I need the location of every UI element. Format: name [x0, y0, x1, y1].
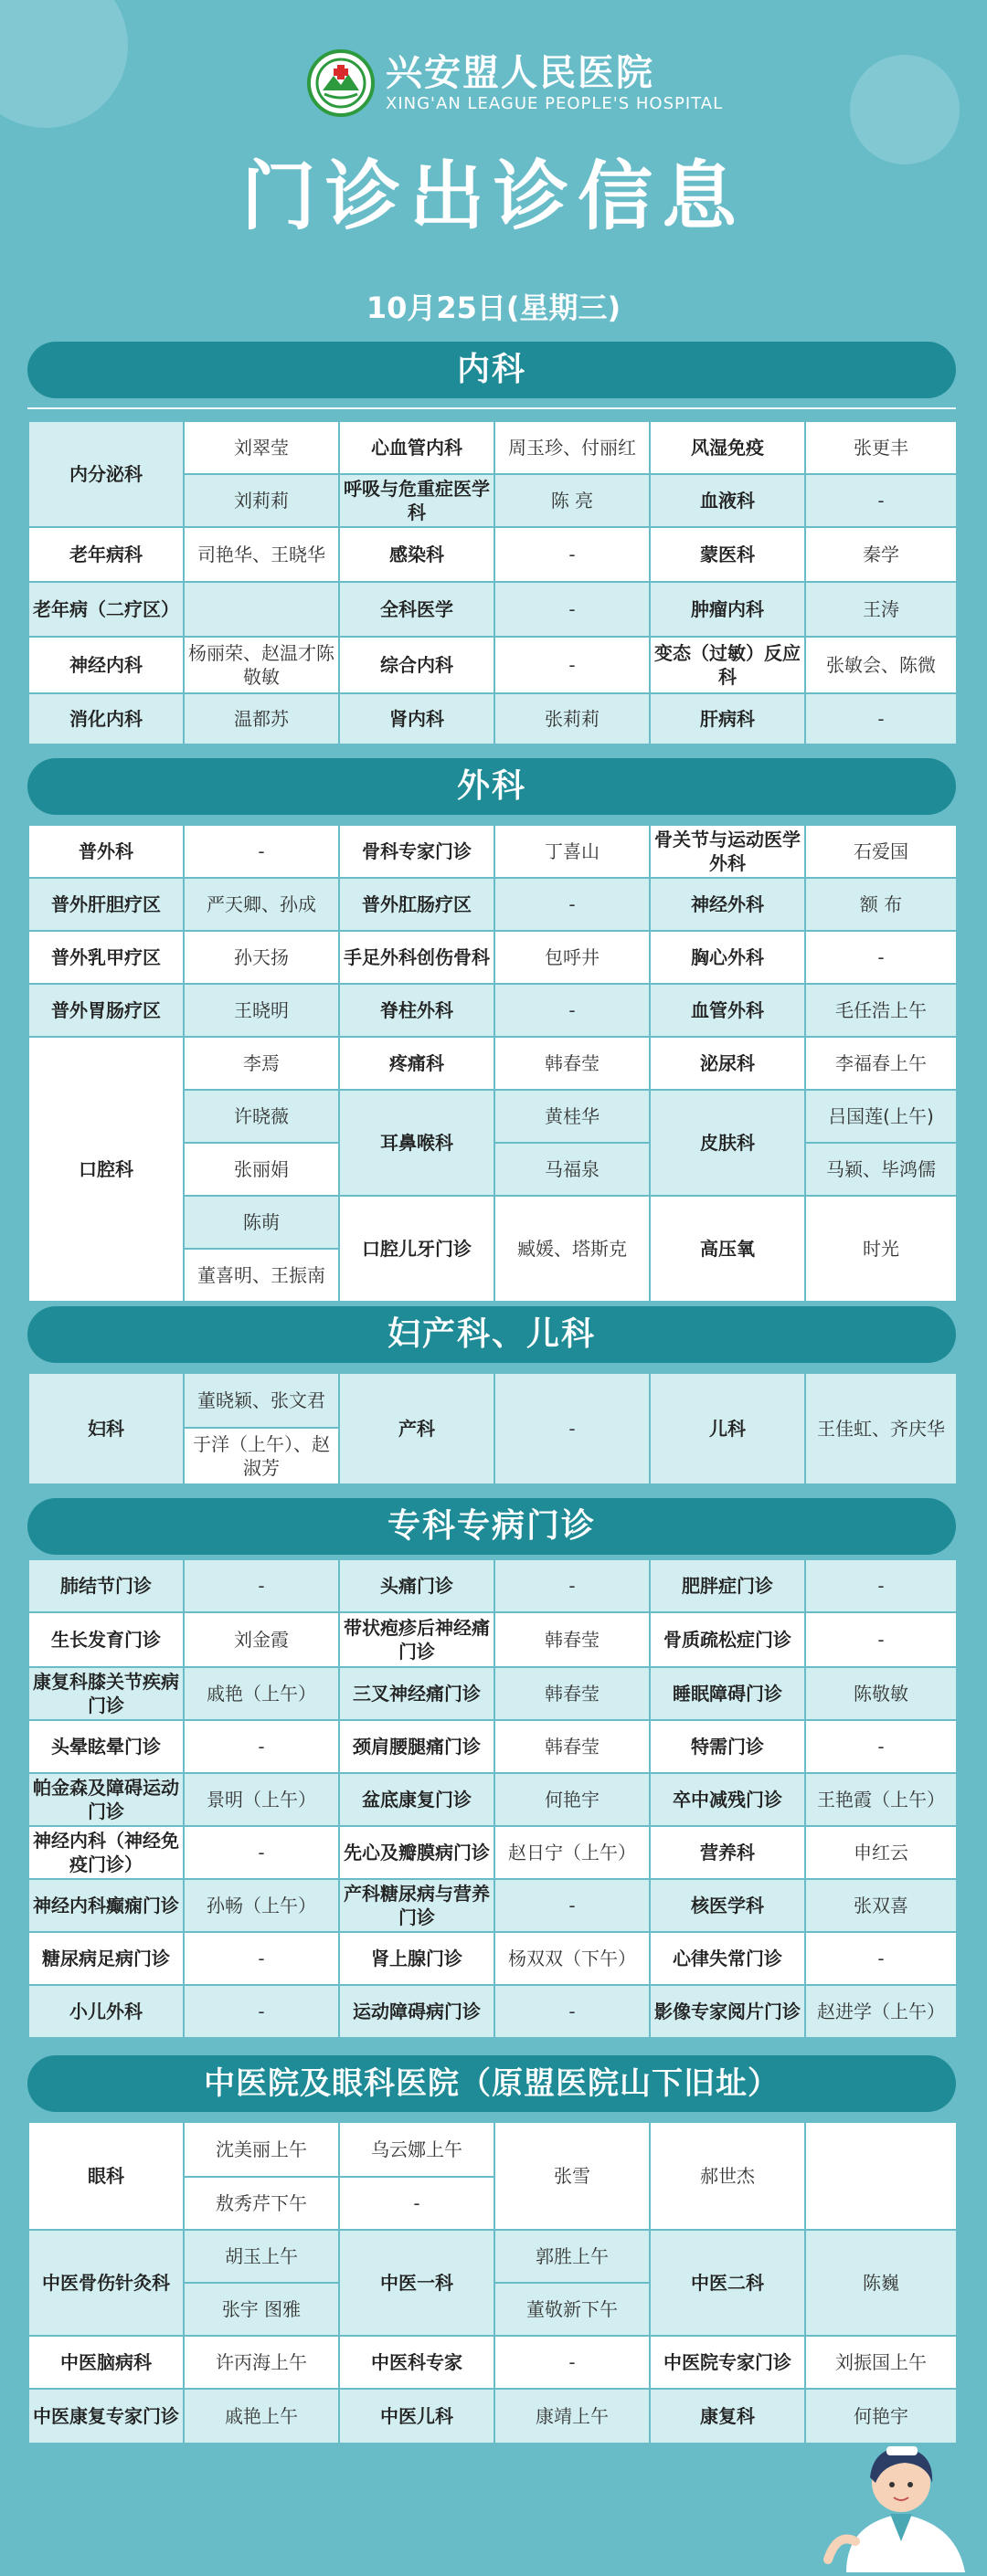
doctor-cell: 马福泉: [494, 1143, 650, 1196]
doctor-cell: 张丽娟: [184, 1143, 339, 1196]
table-row: [28, 1037, 957, 1090]
doctor-cell: 乌云娜上午: [339, 2122, 494, 2177]
header: [0, 0, 987, 329]
doctor-cell: 张更丰: [805, 421, 957, 474]
section-divider: [27, 407, 956, 409]
doctor-cell: -: [184, 825, 339, 878]
dept-cell: 泌尿科: [650, 1037, 805, 1090]
dept-cell: 儿科: [650, 1373, 805, 1484]
doctor-cell: 张双喜: [805, 1879, 957, 1932]
dept-cell: 中医脑病科: [28, 2336, 184, 2389]
dept-cell: 口腔科: [28, 1037, 184, 1302]
doctor-cell: -: [494, 1879, 650, 1932]
table-row: [28, 1720, 957, 1773]
section-tcm: 中医院及眼科医院（原盟医院山下旧址）: [27, 2055, 956, 2112]
doctor-cell: [184, 582, 339, 637]
dept-cell: 肺结节门诊: [28, 1559, 184, 1612]
dept-cell: 普外胃肠疗区: [28, 984, 184, 1037]
doctor-cell: 景明（上午）: [184, 1773, 339, 1826]
doctor-cell: 韩春莹: [494, 1667, 650, 1720]
doctor-cell: -: [184, 1932, 339, 1985]
dept-cell: 妇科: [28, 1373, 184, 1484]
dept-cell: 骨质疏松症门诊: [650, 1612, 805, 1667]
special-table: [27, 1558, 958, 2039]
table-row: [28, 1612, 957, 1667]
doctor-cell: 石爱国: [805, 825, 957, 878]
doctor-cell: 何艳宇: [494, 1773, 650, 1826]
dept-cell: 神经内科（神经免疫门诊）: [28, 1826, 184, 1879]
doctor-cell: 杨丽荣、赵温才陈敬敏: [184, 637, 339, 693]
table-row: [28, 1879, 957, 1932]
table-row: [28, 1373, 957, 1428]
doctor-cell: 董晓颖、张文君: [184, 1373, 339, 1428]
dept-cell: 耳鼻喉科: [339, 1090, 494, 1196]
doctor-cell: -: [494, 1559, 650, 1612]
doctor-cell: 吕国莲(上午): [805, 1090, 957, 1143]
doctor-cell: 额 布: [805, 878, 957, 931]
doctor-cell: -: [805, 1612, 957, 1667]
table-row: [28, 1773, 957, 1826]
dept-cell: 影像专家阅片门诊: [650, 1985, 805, 2038]
table-row: [28, 1667, 957, 1720]
table-row: [28, 825, 957, 878]
dept-cell: 头晕眩晕门诊: [28, 1720, 184, 1773]
doctor-cell: 严天卿、孙成: [184, 878, 339, 931]
doctor-cell: 许丙海上午: [184, 2336, 339, 2389]
hospital-name-cn: 兴安盟人民医院: [386, 52, 654, 94]
doctor-cell: 丁喜山: [494, 825, 650, 878]
table-row: [28, 421, 957, 474]
doctor-cell: 何艳宇: [805, 2389, 957, 2444]
dept-cell: 手足外科创伤骨科: [339, 931, 494, 984]
dept-cell: 运动障碍病门诊: [339, 1985, 494, 2038]
dept-cell: 小儿外科: [28, 1985, 184, 2038]
doctor-cell: -: [805, 1559, 957, 1612]
doctor-cell: -: [494, 878, 650, 931]
doctor-cell: 韩春莹: [494, 1612, 650, 1667]
dept-cell: 感染科: [339, 527, 494, 582]
doctor-cell: 韩春莹: [494, 1720, 650, 1773]
dept-cell: 核医学科: [650, 1879, 805, 1932]
dept-cell: 盆底康复门诊: [339, 1773, 494, 1826]
table-row: [28, 2230, 957, 2283]
table-row: [28, 1559, 957, 1612]
dept-cell: 呼吸与危重症医学科: [339, 474, 494, 527]
doctor-cell: 董喜明、王振南: [184, 1249, 339, 1302]
surgery-table: [27, 824, 958, 1303]
doctor-cell: 陈敬敏: [805, 1667, 957, 1720]
doctor-cell: 戚艳上午: [184, 2389, 339, 2444]
dept-cell: 先心及瓣膜病门诊: [339, 1826, 494, 1879]
doctor-cell: 郝世杰: [650, 2122, 805, 2230]
dept-cell: 脊柱外科: [339, 984, 494, 1037]
doctor-cell: 李福春上午: [805, 1037, 957, 1090]
doctor-cell: 于洋（上午）、赵淑芳: [184, 1428, 339, 1484]
table-row: [28, 693, 957, 744]
dept-cell: 高压氧: [650, 1196, 805, 1302]
dept-cell: 普外肛肠疗区: [339, 878, 494, 931]
doctor-cell: 刘翠莹: [184, 421, 339, 474]
table-row: [28, 2122, 957, 2177]
doctor-cell: 刘振国上午: [805, 2336, 957, 2389]
dept-cell: 风湿免疫: [650, 421, 805, 474]
dept-cell: 特需门诊: [650, 1720, 805, 1773]
dept-cell: 康复科: [650, 2389, 805, 2444]
doctor-cell: 司艳华、王晓华: [184, 527, 339, 582]
doctor-cell: -: [494, 984, 650, 1037]
dept-cell: 老年病（二疗区）: [28, 582, 184, 637]
dept-cell: 肾上腺门诊: [339, 1932, 494, 1985]
date-label: 10月25日(星期三): [366, 290, 621, 325]
doctor-cell: 申红云: [805, 1826, 957, 1879]
dept-cell: 心血管内科: [339, 421, 494, 474]
dept-cell: 综合内科: [339, 637, 494, 693]
dept-cell: 康复科膝关节疾病门诊: [28, 1667, 184, 1720]
table-row: [28, 2336, 957, 2389]
doctor-cell: 戚艳（上午）: [184, 1667, 339, 1720]
doctor-cell: 刘金霞: [184, 1612, 339, 1667]
table-row: [28, 1985, 957, 2038]
table-row: [28, 582, 957, 637]
doctor-cell: 陈巍: [805, 2230, 957, 2336]
doctor-cell: 张敏会、陈微: [805, 637, 957, 693]
obgyn-table: [27, 1372, 958, 1485]
doctor-cell: -: [494, 637, 650, 693]
doctor-cell: 李焉: [184, 1037, 339, 1090]
dept-cell: 眼科: [28, 2122, 184, 2230]
dept-cell: 皮肤科: [650, 1090, 805, 1196]
dept-cell: 三叉神经痛门诊: [339, 1667, 494, 1720]
table-row: [28, 878, 957, 931]
doctor-cell: 胡玉上午: [184, 2230, 339, 2283]
doctor-cell: 王涛: [805, 582, 957, 637]
doctor-cell: -: [184, 1559, 339, 1612]
hospital-name-en: XING'AN LEAGUE PEOPLE'S HOSPITAL: [386, 94, 724, 113]
doctor-cell: -: [805, 474, 957, 527]
dept-cell: 心律失常门诊: [650, 1932, 805, 1985]
dept-cell: 内分泌科: [28, 421, 184, 527]
dept-cell: 肝病科: [650, 693, 805, 744]
dept-cell: 疼痛科: [339, 1037, 494, 1090]
doctor-cell: 周玉珍、付丽红: [494, 421, 650, 474]
doctor-cell: 张宇 图雅: [184, 2283, 339, 2336]
doctor-cell: 毛任浩上午: [805, 984, 957, 1037]
doctor-cell: -: [494, 582, 650, 637]
hospital-logo-row: [307, 44, 723, 122]
dept-cell: 血液科: [650, 474, 805, 527]
doctor-cell: -: [184, 1720, 339, 1773]
dept-cell: 生长发育门诊: [28, 1612, 184, 1667]
dept-cell: 糖尿病足病门诊: [28, 1932, 184, 1985]
dept-cell: 消化内科: [28, 693, 184, 744]
section-special: 专科专病门诊: [27, 1498, 956, 1555]
doctor-cell: 康靖上午: [494, 2389, 650, 2444]
dept-cell: 中医科专家: [339, 2336, 494, 2389]
doctor-cell: 包呼井: [494, 931, 650, 984]
dept-cell: 中医骨伤针灸科: [28, 2230, 184, 2336]
dept-cell: 中医院专家门诊: [650, 2336, 805, 2389]
dept-cell: 肥胖症门诊: [650, 1559, 805, 1612]
section-obgyn: 妇产科、儿科: [27, 1306, 956, 1363]
doctor-cell: 孙畅（上午）: [184, 1879, 339, 1932]
dept-cell: 中医一科: [339, 2230, 494, 2336]
empty-cell: [805, 2122, 957, 2230]
doctor-cell: -: [805, 693, 957, 744]
doctor-cell: -: [494, 1985, 650, 2038]
dept-cell: 卒中减残门诊: [650, 1773, 805, 1826]
doctor-cell: 马颖、毕鸿儒: [805, 1143, 957, 1196]
doctor-cell: 孙天扬: [184, 931, 339, 984]
dept-cell: 产科: [339, 1373, 494, 1484]
doctor-cell: -: [339, 2177, 494, 2230]
tcm-table: [27, 2121, 958, 2444]
doctor-cell: 陈萌: [184, 1196, 339, 1249]
doctor-cell: 臧媛、塔斯克: [494, 1196, 650, 1302]
doctor-cell: -: [494, 1373, 650, 1484]
dept-cell: 颈肩腰腿痛门诊: [339, 1720, 494, 1773]
doctor-cell: 韩春莹: [494, 1037, 650, 1090]
doctor-cell: -: [184, 1985, 339, 2038]
doctor-cell: 温都苏: [184, 693, 339, 744]
dept-cell: 中医康复专家门诊: [28, 2389, 184, 2444]
doctor-cell: -: [184, 1826, 339, 1879]
dept-cell: 蒙医科: [650, 527, 805, 582]
dept-cell: 普外科: [28, 825, 184, 878]
dept-cell: 神经外科: [650, 878, 805, 931]
doctor-cell: 秦学: [805, 527, 957, 582]
dept-cell: 骨科专家门诊: [339, 825, 494, 878]
doctor-cell: 张莉莉: [494, 693, 650, 744]
doctor-cell: 赵进学（上午）: [805, 1985, 957, 2038]
dept-cell: 神经内科癫痫门诊: [28, 1879, 184, 1932]
doctor-cell: 许晓薇: [184, 1090, 339, 1143]
dept-cell: 肾内科: [339, 693, 494, 744]
doctor-cell: -: [805, 931, 957, 984]
dept-cell: 产科糖尿病与营养门诊: [339, 1879, 494, 1932]
dept-cell: 胸心外科: [650, 931, 805, 984]
doctor-cell: 陈 亮: [494, 474, 650, 527]
doctor-cell: 赵日宁（上午）: [494, 1826, 650, 1879]
doctor-cell: 沈美丽上午: [184, 2122, 339, 2177]
doctor-cell: 王晓明: [184, 984, 339, 1037]
dept-cell: 普外肝胆疗区: [28, 878, 184, 931]
doctor-cell: 郭胜上午: [494, 2230, 650, 2283]
internal-table: [27, 420, 958, 745]
dept-cell: 全科医学: [339, 582, 494, 637]
doctor-cell: -: [805, 1932, 957, 1985]
dept-cell: 营养科: [650, 1826, 805, 1879]
doctor-cell: 王艳霞（上午）: [805, 1773, 957, 1826]
table-row: [28, 637, 957, 693]
doctor-cell: 董敬新下午: [494, 2283, 650, 2336]
doctor-cell: -: [494, 527, 650, 582]
table-row: [28, 1932, 957, 1985]
dept-cell: 睡眠障碍门诊: [650, 1667, 805, 1720]
dept-cell: 中医二科: [650, 2230, 805, 2336]
dept-cell: 头痛门诊: [339, 1559, 494, 1612]
dept-cell: 带状疱疹后神经痛门诊: [339, 1612, 494, 1667]
table-row: [28, 527, 957, 582]
doctor-cell: 杨双双（下午）: [494, 1932, 650, 1985]
dept-cell: 骨关节与运动医学外科: [650, 825, 805, 878]
doctor-cell: 黄桂华: [494, 1090, 650, 1143]
dept-cell: 神经内科: [28, 637, 184, 693]
table-row: [28, 984, 957, 1037]
dept-cell: 中医儿科: [339, 2389, 494, 2444]
doctor-cell: 张雪: [494, 2122, 650, 2230]
hospital-logo-icon: [307, 49, 375, 117]
doctor-cell: 时光: [805, 1196, 957, 1302]
dept-cell: 血管外科: [650, 984, 805, 1037]
dept-cell: 帕金森及障碍运动门诊: [28, 1773, 184, 1826]
section-internal: 内科: [27, 342, 956, 398]
table-row: [28, 1826, 957, 1879]
dept-cell: 口腔儿牙门诊: [339, 1196, 494, 1302]
doctor-cell: 刘莉莉: [184, 474, 339, 527]
dept-cell: 变态（过敏）反应科: [650, 637, 805, 693]
doctor-cell: 王佳虹、齐庆华: [805, 1373, 957, 1484]
nurse-illustration: [810, 2423, 987, 2572]
dept-cell: 老年病科: [28, 527, 184, 582]
doctor-cell: -: [494, 2336, 650, 2389]
dept-cell: 肿瘤内科: [650, 582, 805, 637]
page-title: 门诊出诊信息: [240, 153, 746, 240]
section-surgery: 外科: [27, 758, 956, 815]
dept-cell: 普外乳甲疗区: [28, 931, 184, 984]
table-row: [28, 931, 957, 984]
doctor-cell: 敖秀芹下午: [184, 2177, 339, 2230]
doctor-cell: -: [805, 1720, 957, 1773]
